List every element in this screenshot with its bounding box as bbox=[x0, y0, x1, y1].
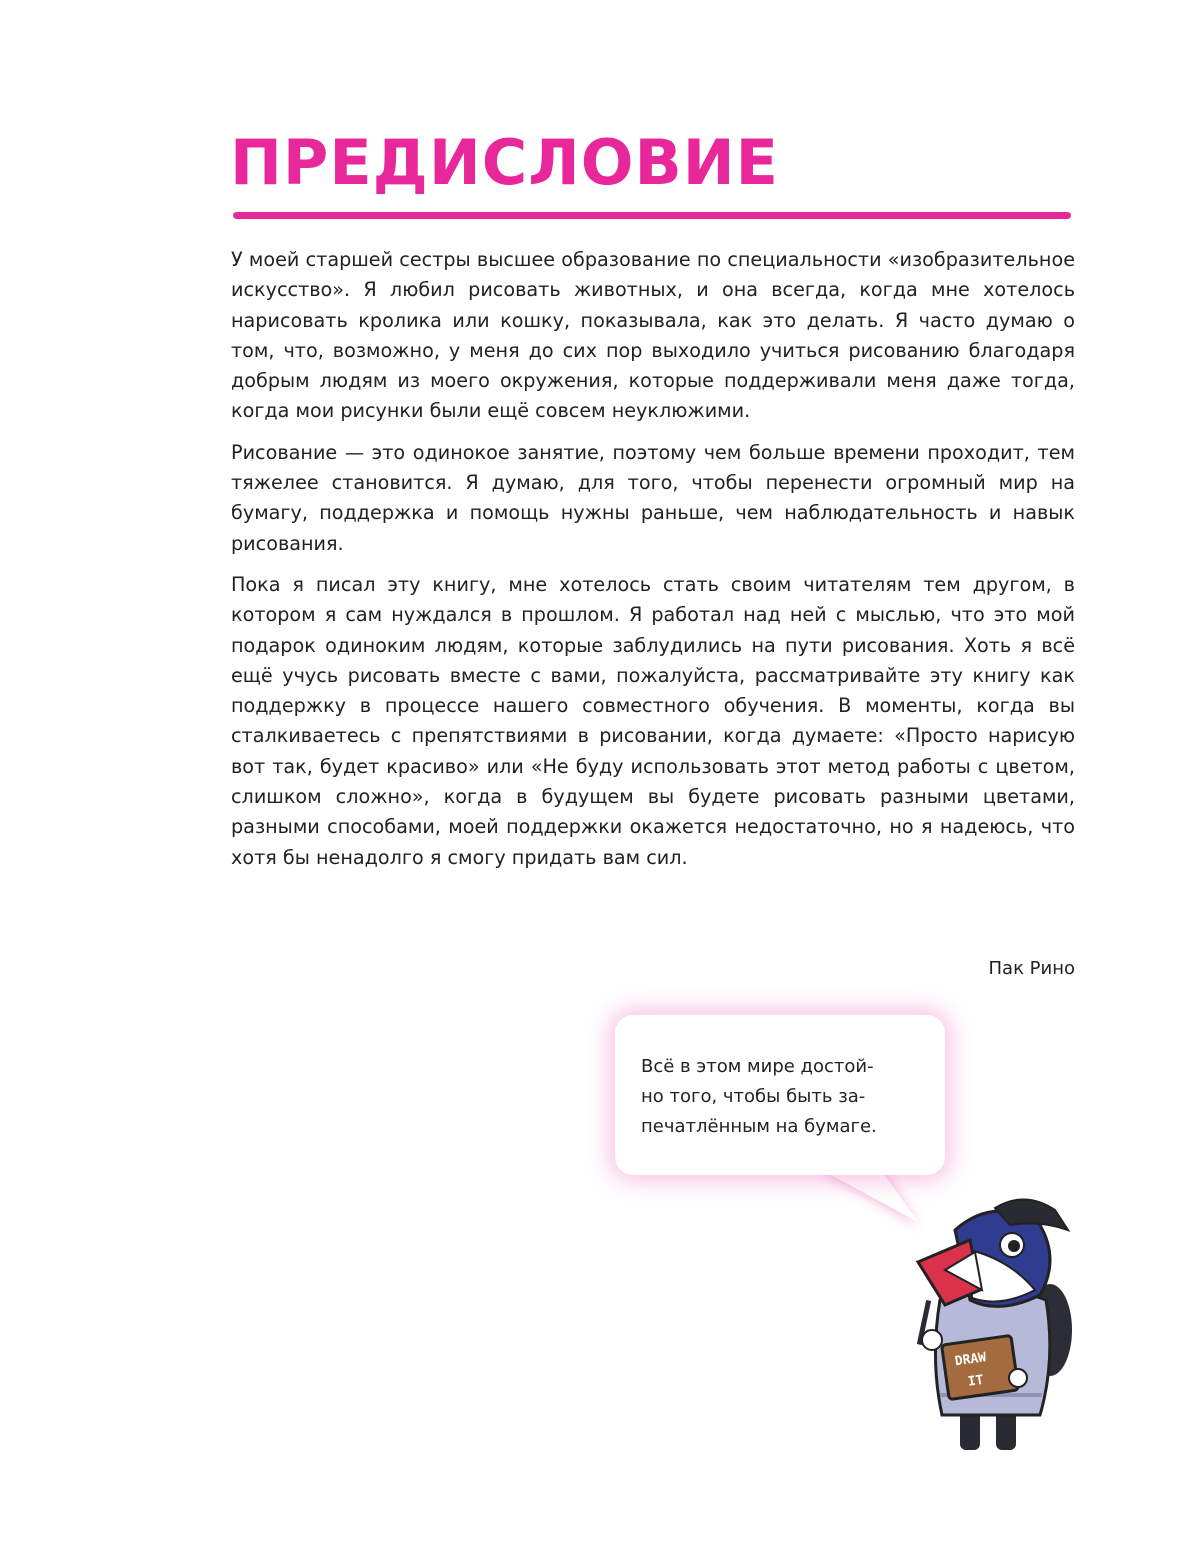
paragraph-1: У моей старшей сестры высшее образование по специальности «изобразительное искусство». Я любил рисовать животных, и она всегда, когда мне хотелось нарисовать кролика или кошку, показывала, как это делать. Я часто думаю о том, что, возможно, у меня до сих пор выходило учиться рисованию благодаря добрым людям из моего окружения, которые поддерживали меня даже тогда, когда мои рисунки были ещё совсем неуклюжими. bbox=[231, 248, 1075, 423]
speech-bubble bbox=[615, 1015, 945, 1175]
preface-body bbox=[231, 245, 1075, 884]
bird-artist-icon bbox=[900, 1190, 1080, 1460]
author-signature: Пак Рино bbox=[988, 958, 1075, 979]
paragraph-2: Рисование — это одинокое занятие, поэтому чем больше времени проходит, тем тяжелее становится. Я думаю, для того, чтобы перенести огромный мир на бумагу, поддержка и помощь нужны раньше, чем наблюдательность и навык рисования. bbox=[231, 440, 1075, 555]
bubble-line-1: Всё в этом мире достой- bbox=[641, 1056, 874, 1077]
speech-bubble-text bbox=[641, 1052, 931, 1142]
bubble-line-2: но того, чтобы быть за- bbox=[641, 1086, 866, 1107]
sketchbook-label-1: DRAW bbox=[954, 1350, 988, 1370]
sketchbook-label-2: IT bbox=[966, 1372, 985, 1390]
title-underline bbox=[233, 212, 1071, 219]
page-title: ПРЕДИСЛОВИЕ bbox=[230, 126, 779, 199]
bubble-line-3: печатлённым на бумаге. bbox=[641, 1116, 877, 1137]
paragraph-3: Пока я писал эту книгу, мне хотелось стать своим читателям тем другом, в котором я сам нуждался в прошлом. Я работал над ней с мыслью, что это мой подарок одиноким людям, которые заблудились на пути рисования. Хоть я всё ещё учусь рисовать вместе с вами, пожалуйста, рассматривайте эту книгу как поддержку в процессе нашего совместного обучения. В моменты, когда вы сталкиваетесь с препятствиями в рисовании, когда думаете: «Просто нарисую вот так, будет красиво» или «Не буду использовать этот метод работы с цветом, слишком сложно», когда в будущем вы будете рисовать разными цветами, разными способами, моей поддержки окажется недостаточно, но я надеюсь, что хотя бы ненадолго я смогу придать вам сил. bbox=[231, 572, 1075, 869]
